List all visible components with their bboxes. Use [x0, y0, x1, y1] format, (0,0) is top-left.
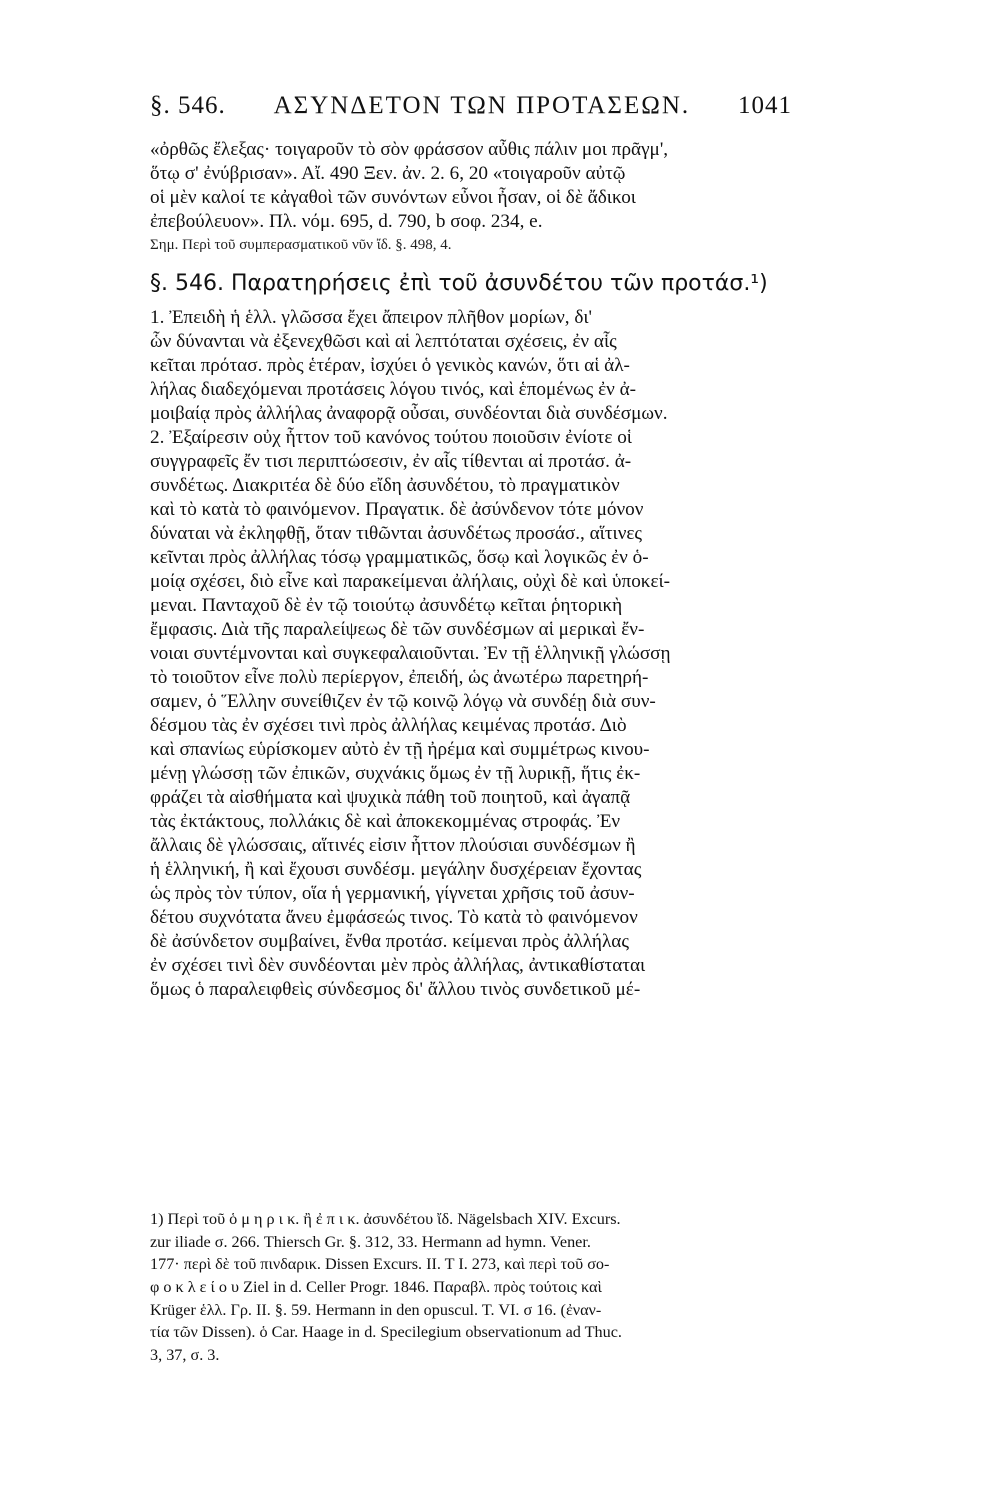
text-line: συγγραφεῖς ἔν τισι περιπτώσεσιν, ἐν αἷς τίθενται αἱ προτάσ. ἀ- [150, 451, 632, 472]
text-line: ὅμως ὁ παραλειφθεὶς σύνδεσμος δι' ἄλλου τινὸς συνδετικοῦ μέ- [150, 979, 641, 1000]
text-line: δύναται νὰ ἐκληφθῇ, ὅταν τιθῶνται ἀσυνδέτως προσάσ., αἵτινες [150, 523, 643, 544]
text-line: 2. Ἐξαίρεσιν οὐχ ἧττον τοῦ κανόνος τούτου ποιοῦσιν ἐνίοτε οἱ [150, 427, 632, 448]
text-line: καὶ σπανίως εὑρίσκομεν αὐτὸ ἐν τῇ ἠρέμα καὶ συμμέτρως κινου- [150, 739, 650, 760]
text-line: «ὀρθῶς ἔλεξας· τοιγαροῦν τὸ σὸν φράσσον αὖθις πάλιν μοι πρᾶγμ', [150, 139, 669, 160]
running-header [150, 92, 792, 120]
text-line: συνδέτως. Διακριτέα δὲ δύο εἴδη ἀσυνδέτου, τὸ πραγματικὸν [150, 475, 620, 496]
text-line: ἔμφασις. Διὰ τῆς παραλείψεως δὲ τῶν συνδέσμων αἱ μερικαὶ ἔν- [150, 619, 645, 640]
paragraph-2 [150, 426, 790, 1002]
text-line: ὅτῳ σ' ἐνύβρισαν». Αἴ. 490 Ξεν. ἀν. 2. 6, 20 «τοιγαροῦν αὐτῷ [150, 163, 626, 184]
main-text [150, 138, 790, 1002]
footnote-line: 3, 37, σ. 3. [150, 1346, 220, 1365]
text-line: ὡς πρὸς τὸν τύπον, οἵα ἡ γερμανική, γίγνεται χρῆσις τοῦ ἀσυν- [150, 883, 635, 904]
text-line: δέτου συχνότατα ἄνευ ἐμφάσεώς τινος. Τὸ κατὰ τὸ φαινόμενον [150, 907, 638, 928]
text-line: φράζει τὰ αἰσθήματα καὶ ψυχικὰ πάθη τοῦ ποιητοῦ, καὶ ἀγαπᾷ [150, 787, 631, 808]
text-line: καὶ τὸ κατὰ τὸ φαινόμενον. Πραγατικ. δὲ ἀσύνδενον τότε μόνον [150, 499, 644, 520]
footnote-line: zur iliade σ. 266. Thiersch Gr. §. 312, 33. Hermann ad hymn. Vener. [150, 1232, 591, 1251]
text-line: μεναι. Πανταχοῦ δὲ ἐν τῷ τοιούτῳ ἀσυνδέτῳ κεῖται ῥητορικὴ [150, 595, 623, 616]
intro-paragraph [150, 138, 790, 234]
remark-note: Σημ. Περὶ τοῦ συμπερασματικοῦ νῦν ἴδ. §. 498, 4. [150, 237, 452, 253]
text-line: τὸ τοιοῦτον εἶνε πολὺ περίεργον, ἐπειδή, ὡς ἀνωτέρω παρετηρή- [150, 667, 649, 688]
footnotes [150, 1208, 792, 1367]
text-line: σαμεν, ὁ Ἕλλην συνείθιζεν ἐν τῷ κοινῷ λόγῳ νὰ συνδέῃ διὰ συν- [150, 691, 656, 712]
text-line: νοιαι συντέμνονται καὶ συγκεφαλαιοῦνται. Ἐν τῇ ἑλληνικῇ γλώσσῃ [150, 643, 671, 664]
footnote-line: 177· περὶ δὲ τοῦ πινδαρικ. Dissen Excurs. II. T I. 273, καὶ περὶ τοῦ σο- [150, 1255, 610, 1274]
section-number: §. 546. [150, 92, 226, 119]
text-line: μοιβαίᾳ πρὸς ἀλλήλας ἀναφορᾷ οὖσαι, συνδέονται διὰ συνδέσμων. [150, 403, 668, 424]
paragraph-1 [150, 306, 790, 426]
section-heading: §. 546. Παρατηρήσεις ἐπὶ τοῦ ἀσυνδέτου τῶν προτάσ.¹) [150, 271, 768, 296]
footnote-line: 1) Περὶ τοῦ ὁ μ η ρ ι κ. ἢ ἐ π ι κ. ἀσυνδέτου ἴδ. Nägelsbach XIV. Excurs. [150, 1210, 621, 1228]
running-title: ΑΣΥΝΔΕΤΟΝ ΤΩΝ ΠΡΟΤΑΣΕΩΝ. [273, 92, 691, 119]
text-line: τὰς ἐκτάκτους, πολλάκις δὲ καὶ ἀποκεκομμένας στροφάς. Ἐν [150, 811, 621, 832]
text-line: ἐν σχέσει τινὶ δὲν συνδέονται μὲν πρὸς ἀλλήλας, ἀντικαθίσταται [150, 955, 646, 976]
text-line: μένῃ γλώσσῃ τῶν ἐπικῶν, συχνάκις ὅμως ἐν τῇ λυρικῇ, ἥτις ἐκ- [150, 763, 641, 784]
text-line: ὧν δύνανται νὰ ἐξενεχθῶσι καὶ αἱ λεπτόταται σχέσεις, ἐν αἷς [150, 331, 617, 352]
text-line: κεῖνται πρὸς ἀλλήλας τόσῳ γραμματικῶς, ὅσῳ καὶ λογικῶς ἐν ὁ- [150, 547, 649, 568]
text-line: λήλας διαδεχόμεναι προτάσεις λόγου τινός, καὶ ἑπομένως ἐν ἀ- [150, 379, 637, 400]
text-line: δὲ ἀσύνδετον συμβαίνει, ἔνθα προτάσ. κείμεναι πρὸς ἀλλήλας [150, 931, 629, 952]
text-line: οἱ μὲν καλοί τε κἀγαθοὶ τῶν συνόντων εὖνοι ἦσαν, οἱ δὲ ἄδικοι [150, 187, 636, 208]
text-line: μοίᾳ σχέσει, διὸ εἶνε καὶ παρακείμεναι ἀλήλαις, οὐχὶ δὲ καὶ ὑποκεί- [150, 571, 671, 592]
text-line: 1. Ἐπειδὴ ἡ ἑλλ. γλῶσσα ἔχει ἄπειρον πλῆθον μορίων, δι' [150, 307, 593, 328]
text-line: ἡ ἑλληνική, ἢ καὶ ἔχουσι συνδέσμ. μεγάλην δυσχέρειαν ἔχοντας [150, 859, 642, 880]
text-line: ἄλλαις δὲ γλώσσαις, αἵτινές εἰσιν ἧττον πλούσιαι συνδέσμων ἢ [150, 835, 636, 856]
footnote-line: Krüger ἑλλ. Γρ. II. §. 59. Hermann in den opuscul. T. VI. σ 16. (ἐναν- [150, 1300, 602, 1319]
text-line: δέσμου τὰς ἐν σχέσει τινὶ πρὸς ἀλλήλας κειμένας προτάσ. Διὸ [150, 715, 627, 736]
text-line: ἐπεβούλευον». Πλ. νόμ. 695, d. 790, b σοφ. 234, e. [150, 211, 543, 232]
footnote-line: τία τῶν Dissen). ὁ Car. Haage in d. Specilegium observationum ad Thuc. [150, 1323, 622, 1342]
footnote-line: φ ο κ λ ε ί ο υ Ziel in d. Celler Progr. 1846. Παραβλ. πρὸς τούτοις καὶ [150, 1278, 602, 1297]
page-number: 1041 [738, 92, 792, 119]
text-line: κεῖται πρότασ. πρὸς ἑτέραν, ἰσχύει ὁ γενικὸς κανών, ὅτι αἱ ἀλ- [150, 355, 630, 376]
